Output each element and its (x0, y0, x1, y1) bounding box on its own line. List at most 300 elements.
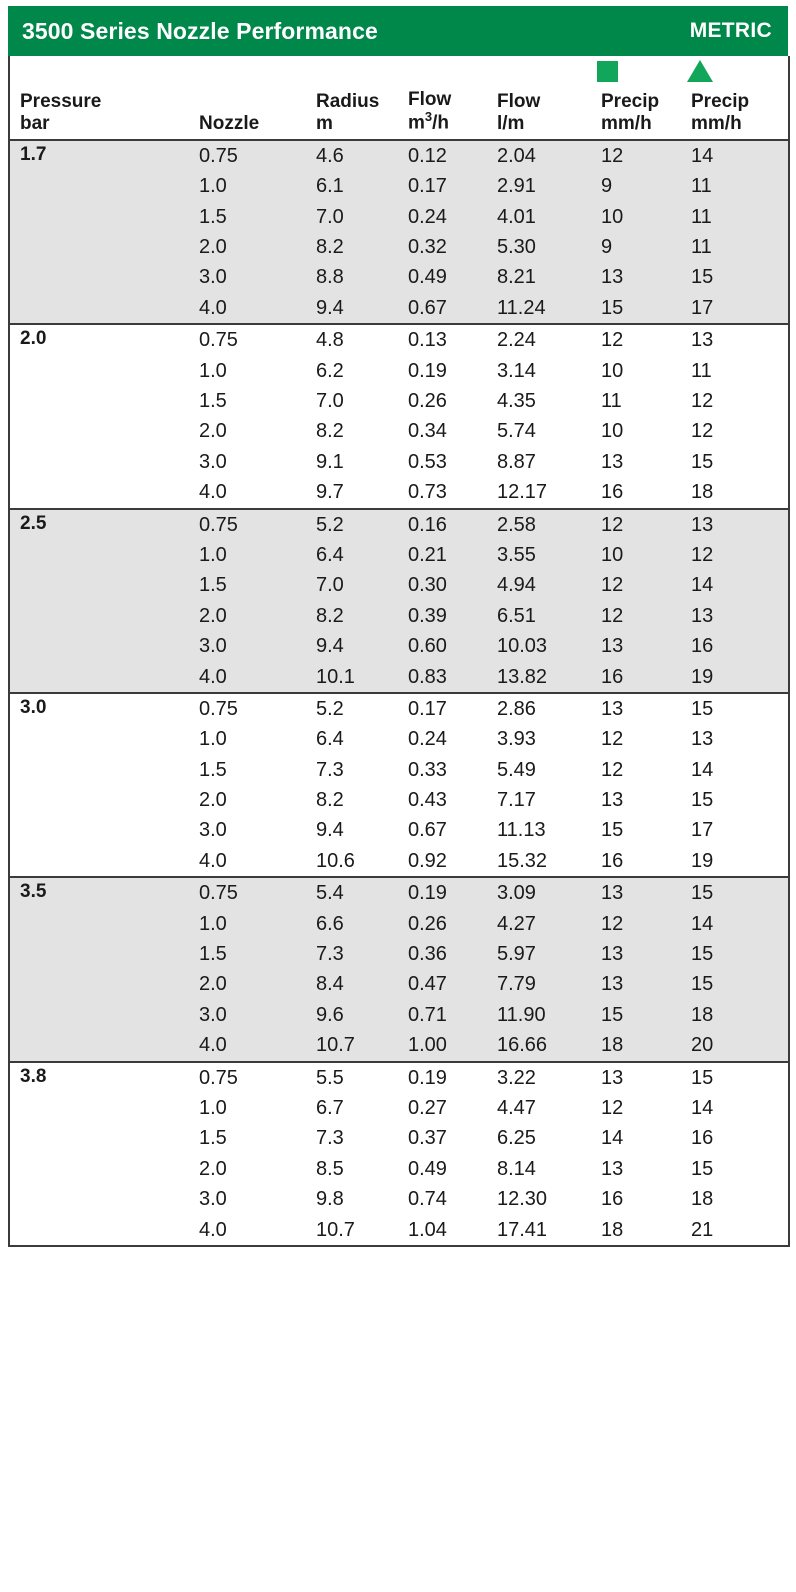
cell-precip-triangle: 11 (687, 202, 789, 232)
legend-spacer-4 (406, 56, 493, 89)
cell-flow-lm: 16.66 (493, 1030, 597, 1061)
cell-flow-lm: 8.87 (497, 450, 536, 473)
cell-precip-triangle: 15 (691, 450, 714, 473)
table-row (9, 570, 789, 600)
cell-flow-lm: 11.13 (497, 819, 546, 842)
cell-flow-m3h: 0.53 (408, 450, 447, 473)
cell-precip-square: 12 (601, 758, 624, 781)
cell-precip-triangle: 17 (691, 819, 714, 842)
cell-precip-square: 13 (597, 262, 687, 292)
cell-precip-triangle: 15 (687, 877, 789, 908)
cell-precip-triangle: 11 (687, 232, 789, 262)
cell-nozzle: 1.5 (159, 939, 314, 969)
cell-pressure (9, 724, 159, 754)
cell-flow-m3h: 0.30 (406, 570, 493, 600)
cell-flow-lm: 3.09 (493, 877, 597, 908)
cell-nozzle: 0.75 (159, 140, 314, 171)
table-row (9, 202, 789, 232)
table-row (9, 140, 789, 171)
cell-precip-square: 14 (601, 1127, 624, 1150)
cell-pressure (9, 356, 159, 386)
cell-pressure (9, 909, 159, 939)
column-header-precip-triangle-line2: mm/h (691, 112, 742, 134)
cell-precip-triangle: 18 (691, 481, 714, 504)
cell-pressure (9, 540, 159, 570)
cell-flow-m3h: 0.19 (406, 1062, 493, 1093)
cell-radius: 5.2 (314, 509, 406, 540)
cell-flow-m3h: 0.34 (408, 420, 447, 443)
cell-flow-lm: 8.21 (493, 262, 597, 292)
table-row (9, 416, 789, 446)
column-header-flow-lm-line1: Flow (497, 91, 541, 113)
cell-nozzle: 1.5 (199, 389, 227, 412)
cell-nozzle: 0.75 (159, 1062, 314, 1093)
cell-radius: 6.6 (314, 909, 406, 939)
cell-flow-m3h: 0.71 (406, 1000, 493, 1030)
cell-radius: 8.2 (314, 232, 406, 262)
cell-nozzle: 4.0 (159, 1030, 314, 1061)
cell-pressure (9, 1215, 159, 1246)
table-row (9, 693, 789, 724)
column-header-radius (314, 89, 406, 140)
cell-precip-triangle: 14 (691, 758, 714, 781)
table-row (9, 1030, 789, 1061)
table-row (9, 324, 789, 355)
cell-flow-lm: 4.94 (493, 570, 597, 600)
cell-pressure: 1.7 (9, 140, 159, 171)
column-header-pressure-line2: bar (20, 112, 50, 134)
cell-precip-square: 18 (597, 1215, 687, 1246)
cell-flow-lm: 11.24 (493, 293, 597, 324)
cell-radius: 8.4 (314, 969, 406, 999)
cell-radius: 8.2 (316, 420, 344, 443)
cell-pressure: 3.5 (9, 877, 159, 908)
cell-precip-square: 12 (597, 570, 687, 600)
column-header-flow-m3h-line1: Flow (408, 89, 452, 110)
cell-precip-triangle: 15 (691, 1157, 714, 1180)
cell-precip-square: 12 (597, 909, 687, 939)
table-row (9, 1184, 789, 1214)
cell-nozzle: 3.0 (159, 631, 314, 661)
cell-nozzle: 3.0 (199, 1188, 227, 1211)
cell-flow-lm: 3.93 (497, 728, 536, 751)
cell-radius: 7.3 (314, 939, 406, 969)
table-row (9, 939, 789, 969)
cell-flow-m3h: 0.21 (406, 540, 493, 570)
cell-radius: 6.7 (316, 1096, 344, 1119)
cell-flow-m3h: 0.36 (406, 939, 493, 969)
column-header-flow-m3h-line2: $m^3/h$ (408, 109, 450, 134)
cell-precip-square: 13 (597, 939, 687, 969)
table-row (9, 262, 789, 292)
table-row (9, 601, 789, 631)
icon-legend-row (9, 56, 789, 89)
cell-precip-triangle: 15 (687, 1062, 789, 1093)
cell-radius: 10.7 (314, 1215, 406, 1246)
column-header-precip-triangle-line1: Precip (691, 91, 750, 113)
cell-flow-lm: 7.17 (497, 789, 536, 812)
table-row (9, 1154, 789, 1184)
table-row (9, 909, 789, 939)
cell-radius: 8.2 (314, 601, 406, 631)
cell-flow-lm: 5.74 (497, 420, 536, 443)
column-header-nozzle (159, 89, 314, 140)
cell-precip-square: 12 (601, 1096, 624, 1119)
cell-pressure (9, 785, 159, 815)
cell-precip-square: 15 (601, 819, 624, 842)
cell-flow-m3h: 0.26 (406, 909, 493, 939)
table-row (9, 356, 789, 386)
cell-nozzle: 1.5 (159, 202, 314, 232)
column-header-radius-line2: m (316, 112, 333, 134)
cell-flow-lm: 7.79 (493, 969, 597, 999)
cell-flow-m3h: 0.19 (406, 877, 493, 908)
cell-pressure: 3.8 (9, 1062, 159, 1093)
cell-pressure (9, 447, 159, 477)
cell-precip-triangle: 14 (687, 140, 789, 171)
cell-radius: 7.0 (314, 570, 406, 600)
cell-pressure (9, 755, 159, 785)
cell-flow-lm: 2.86 (493, 693, 597, 724)
cell-nozzle: 1.5 (159, 570, 314, 600)
cell-precip-square: 13 (597, 631, 687, 661)
cell-radius: 9.4 (314, 293, 406, 324)
cell-flow-m3h: 0.74 (408, 1188, 447, 1211)
cell-flow-lm: 5.49 (497, 758, 536, 781)
column-header-pressure-line1: Pressure (20, 91, 102, 113)
cell-precip-triangle: 14 (687, 570, 789, 600)
cell-radius: 7.3 (316, 1127, 344, 1150)
cell-radius: 9.4 (316, 819, 344, 842)
cell-flow-lm: 12.17 (497, 481, 548, 504)
cell-precip-square: 12 (601, 728, 624, 751)
cell-pressure (9, 262, 159, 292)
cell-nozzle: 2.0 (159, 232, 314, 262)
cell-pressure (9, 386, 159, 416)
cell-pressure (9, 1030, 159, 1061)
cell-radius: 9.1 (316, 450, 344, 473)
cell-radius: 8.2 (316, 789, 344, 812)
cell-precip-square: 11 (601, 389, 622, 412)
table-row (9, 540, 789, 570)
cell-flow-lm: 2.58 (493, 509, 597, 540)
cell-radius: 7.3 (316, 758, 344, 781)
cell-radius: 5.4 (314, 877, 406, 908)
nozzle-performance-table (8, 56, 790, 1247)
cell-flow-lm: 2.24 (493, 324, 597, 355)
cell-radius: 4.6 (314, 140, 406, 171)
cell-precip-square: 9 (597, 232, 687, 262)
table-row (9, 1093, 789, 1123)
cell-radius: 5.2 (314, 693, 406, 724)
cell-flow-m3h: 0.17 (406, 693, 493, 724)
cell-precip-triangle: 16 (691, 1127, 714, 1150)
cell-nozzle: 2.0 (199, 1157, 227, 1180)
cell-radius: 8.8 (314, 262, 406, 292)
cell-precip-triangle: 11 (687, 171, 789, 201)
table-body (9, 140, 789, 1246)
cell-nozzle: 3.0 (159, 1000, 314, 1030)
legend-spacer-1 (9, 56, 159, 89)
cell-precip-triangle: 18 (691, 1188, 714, 1211)
cell-pressure (9, 631, 159, 661)
cell-precip-square: 13 (597, 969, 687, 999)
table-row (9, 1215, 789, 1246)
cell-radius: 4.8 (314, 324, 406, 355)
column-header-radius-line1: Radius (316, 91, 380, 113)
cell-radius: 6.2 (316, 359, 344, 382)
cell-nozzle: 0.75 (159, 324, 314, 355)
cell-precip-triangle: 11 (691, 359, 712, 382)
cell-pressure (9, 1123, 159, 1153)
cell-radius: 7.0 (314, 202, 406, 232)
cell-precip-square: 10 (601, 420, 624, 443)
table-row (9, 755, 789, 785)
cell-nozzle: 4.0 (199, 481, 227, 504)
cell-radius: 9.7 (316, 481, 344, 504)
cell-pressure (9, 1154, 159, 1184)
cell-flow-m3h: 0.39 (406, 601, 493, 631)
cell-flow-m3h: 0.12 (406, 140, 493, 171)
cell-precip-square: 16 (597, 662, 687, 693)
cell-precip-square: 13 (601, 1157, 624, 1180)
cell-pressure (9, 477, 159, 508)
cell-radius: 9.8 (316, 1188, 344, 1211)
cell-precip-square: 12 (597, 140, 687, 171)
cell-precip-triangle: 20 (687, 1030, 789, 1061)
cell-flow-lm: 10.03 (493, 631, 597, 661)
cell-pressure (9, 416, 159, 446)
title-bar (8, 6, 788, 56)
cell-flow-m3h: 0.16 (406, 509, 493, 540)
cell-radius: 6.4 (314, 540, 406, 570)
cell-precip-square: 12 (597, 601, 687, 631)
cell-pressure (9, 662, 159, 693)
table-row (9, 846, 789, 877)
cell-flow-lm: 4.47 (497, 1096, 536, 1119)
cell-precip-triangle: 16 (687, 631, 789, 661)
cell-flow-m3h: 0.47 (406, 969, 493, 999)
cell-precip-square: 15 (597, 293, 687, 324)
cell-pressure (9, 939, 159, 969)
cell-radius: 5.5 (314, 1062, 406, 1093)
cell-precip-square: 16 (601, 1188, 624, 1211)
cell-pressure (9, 232, 159, 262)
cell-nozzle: 2.0 (199, 789, 227, 812)
cell-flow-m3h: 0.24 (408, 728, 447, 751)
cell-flow-m3h: 0.19 (408, 359, 447, 382)
cell-nozzle: 4.0 (159, 1215, 314, 1246)
cell-precip-square: 12 (597, 509, 687, 540)
cell-flow-lm: 6.25 (497, 1127, 536, 1150)
cell-precip-triangle: 13 (687, 324, 789, 355)
cell-flow-m3h: 0.92 (408, 849, 447, 872)
cell-flow-lm: 2.04 (493, 140, 597, 171)
cell-flow-m3h: 0.13 (406, 324, 493, 355)
table-head (9, 56, 789, 140)
cell-precip-triangle: 13 (687, 601, 789, 631)
cell-precip-triangle: 21 (687, 1215, 789, 1246)
cell-precip-square: 13 (601, 789, 624, 812)
cell-nozzle: 2.0 (199, 420, 227, 443)
cell-nozzle: 0.75 (159, 509, 314, 540)
cell-flow-m3h: 1.04 (406, 1215, 493, 1246)
cell-nozzle: 2.0 (159, 601, 314, 631)
table-row (9, 969, 789, 999)
cell-precip-square: 13 (597, 1062, 687, 1093)
cell-flow-m3h: 0.49 (406, 262, 493, 292)
cell-flow-m3h: 0.37 (408, 1127, 447, 1150)
cell-flow-lm: 4.01 (493, 202, 597, 232)
triangle-icon (687, 60, 713, 82)
cell-nozzle: 0.75 (159, 877, 314, 908)
cell-flow-m3h: 0.83 (406, 662, 493, 693)
cell-pressure (9, 1184, 159, 1214)
cell-flow-lm: 13.82 (493, 662, 597, 693)
cell-nozzle: 0.75 (159, 693, 314, 724)
cell-flow-m3h: 0.32 (406, 232, 493, 262)
cell-flow-m3h: 0.43 (408, 789, 447, 812)
cell-precip-triangle: 19 (687, 662, 789, 693)
column-header-nozzle-line1: Nozzle (199, 112, 260, 134)
column-header-precip-square (597, 89, 687, 140)
cell-pressure (9, 202, 159, 232)
cell-flow-m3h: 0.60 (406, 631, 493, 661)
cell-flow-m3h: 0.73 (408, 481, 447, 504)
cell-pressure (9, 969, 159, 999)
cell-flow-m3h: 0.67 (408, 819, 447, 842)
cell-precip-square: 13 (601, 450, 624, 473)
cell-pressure: 2.5 (9, 509, 159, 540)
cell-radius: 9.4 (314, 631, 406, 661)
cell-precip-square: 12 (597, 324, 687, 355)
cell-flow-lm: 12.30 (497, 1188, 548, 1211)
cell-precip-triangle: 14 (687, 909, 789, 939)
cell-precip-square: 16 (601, 481, 624, 504)
cell-precip-triangle: 15 (691, 789, 714, 812)
cell-pressure (9, 601, 159, 631)
cell-pressure: 2.0 (9, 324, 159, 355)
cell-flow-lm: 11.90 (493, 1000, 597, 1030)
cell-precip-triangle: 15 (687, 262, 789, 292)
cell-pressure (9, 1093, 159, 1123)
cell-precip-triangle: 17 (687, 293, 789, 324)
square-icon-cell (597, 56, 687, 89)
cell-nozzle: 1.0 (159, 909, 314, 939)
legend-spacer-5 (493, 56, 597, 89)
square-icon (597, 61, 618, 82)
cell-nozzle: 3.0 (199, 819, 227, 842)
table-row (9, 171, 789, 201)
cell-flow-lm: 17.41 (493, 1215, 597, 1246)
cell-precip-square: 10 (597, 202, 687, 232)
cell-precip-triangle: 13 (687, 509, 789, 540)
table-row (9, 785, 789, 815)
table-row (9, 232, 789, 262)
cell-radius: 10.7 (314, 1030, 406, 1061)
cell-flow-m3h: 1.00 (406, 1030, 493, 1061)
cell-nozzle: 4.0 (159, 293, 314, 324)
cell-radius: 10.6 (316, 849, 355, 872)
cell-flow-lm: 5.30 (493, 232, 597, 262)
cell-flow-lm: 4.35 (497, 389, 536, 412)
cell-flow-m3h: 0.24 (406, 202, 493, 232)
cell-flow-lm: 3.14 (497, 359, 536, 382)
cell-nozzle: 1.5 (199, 758, 227, 781)
cell-flow-m3h: 0.67 (406, 293, 493, 324)
table-row (9, 386, 789, 416)
cell-precip-square: 18 (597, 1030, 687, 1061)
cell-precip-triangle: 12 (691, 420, 714, 443)
column-header-precip-square-line1: Precip (601, 91, 660, 113)
cell-radius: 9.6 (314, 1000, 406, 1030)
table-row (9, 509, 789, 540)
cell-precip-triangle: 12 (687, 540, 789, 570)
cell-flow-lm: 15.32 (497, 849, 548, 872)
column-header-pressure (9, 89, 159, 140)
cell-nozzle: 3.0 (199, 450, 227, 473)
cell-nozzle: 1.0 (199, 1096, 227, 1119)
cell-flow-lm: 2.91 (493, 171, 597, 201)
cell-pressure (9, 171, 159, 201)
cell-pressure (9, 815, 159, 845)
cell-precip-square: 10 (597, 540, 687, 570)
table-row (9, 1062, 789, 1093)
cell-nozzle: 1.0 (199, 359, 227, 382)
legend-spacer-3 (314, 56, 406, 89)
cell-precip-square: 13 (597, 877, 687, 908)
column-header-flow-lm (493, 89, 597, 140)
cell-precip-square: 9 (597, 171, 687, 201)
cell-flow-lm: 6.51 (493, 601, 597, 631)
cell-precip-square: 16 (601, 849, 624, 872)
cell-pressure: 3.0 (9, 693, 159, 724)
cell-flow-m3h: 0.33 (408, 758, 447, 781)
cell-flow-m3h: 0.17 (406, 171, 493, 201)
cell-radius: 10.1 (314, 662, 406, 693)
cell-flow-lm: 8.14 (497, 1157, 536, 1180)
cell-precip-triangle: 12 (691, 389, 714, 412)
table-row (9, 662, 789, 693)
cell-precip-triangle: 15 (687, 939, 789, 969)
performance-chart-sheet (0, 6, 796, 1255)
cell-flow-lm: 4.27 (493, 909, 597, 939)
column-header-precip-triangle (687, 89, 789, 140)
cell-nozzle: 1.0 (159, 540, 314, 570)
cell-precip-triangle: 13 (691, 728, 714, 751)
cell-flow-m3h: 0.27 (408, 1096, 447, 1119)
cell-radius: 6.4 (316, 728, 344, 751)
cell-pressure (9, 293, 159, 324)
cell-nozzle: 4.0 (159, 662, 314, 693)
cell-pressure (9, 1000, 159, 1030)
cell-precip-triangle: 19 (691, 849, 714, 872)
table-row (9, 447, 789, 477)
cell-precip-triangle: 18 (687, 1000, 789, 1030)
table-row (9, 631, 789, 661)
cell-flow-lm: 5.97 (493, 939, 597, 969)
column-header-flow-m3h (406, 89, 493, 140)
column-header-row (9, 89, 789, 140)
table-row (9, 1000, 789, 1030)
cell-precip-triangle: 15 (687, 969, 789, 999)
cell-nozzle: 1.0 (199, 728, 227, 751)
column-header-flow-lm-line2: l/m (497, 112, 525, 134)
cell-radius: 8.5 (316, 1157, 344, 1180)
table-row (9, 877, 789, 908)
cell-precip-square: 10 (601, 359, 624, 382)
cell-radius: 6.1 (314, 171, 406, 201)
